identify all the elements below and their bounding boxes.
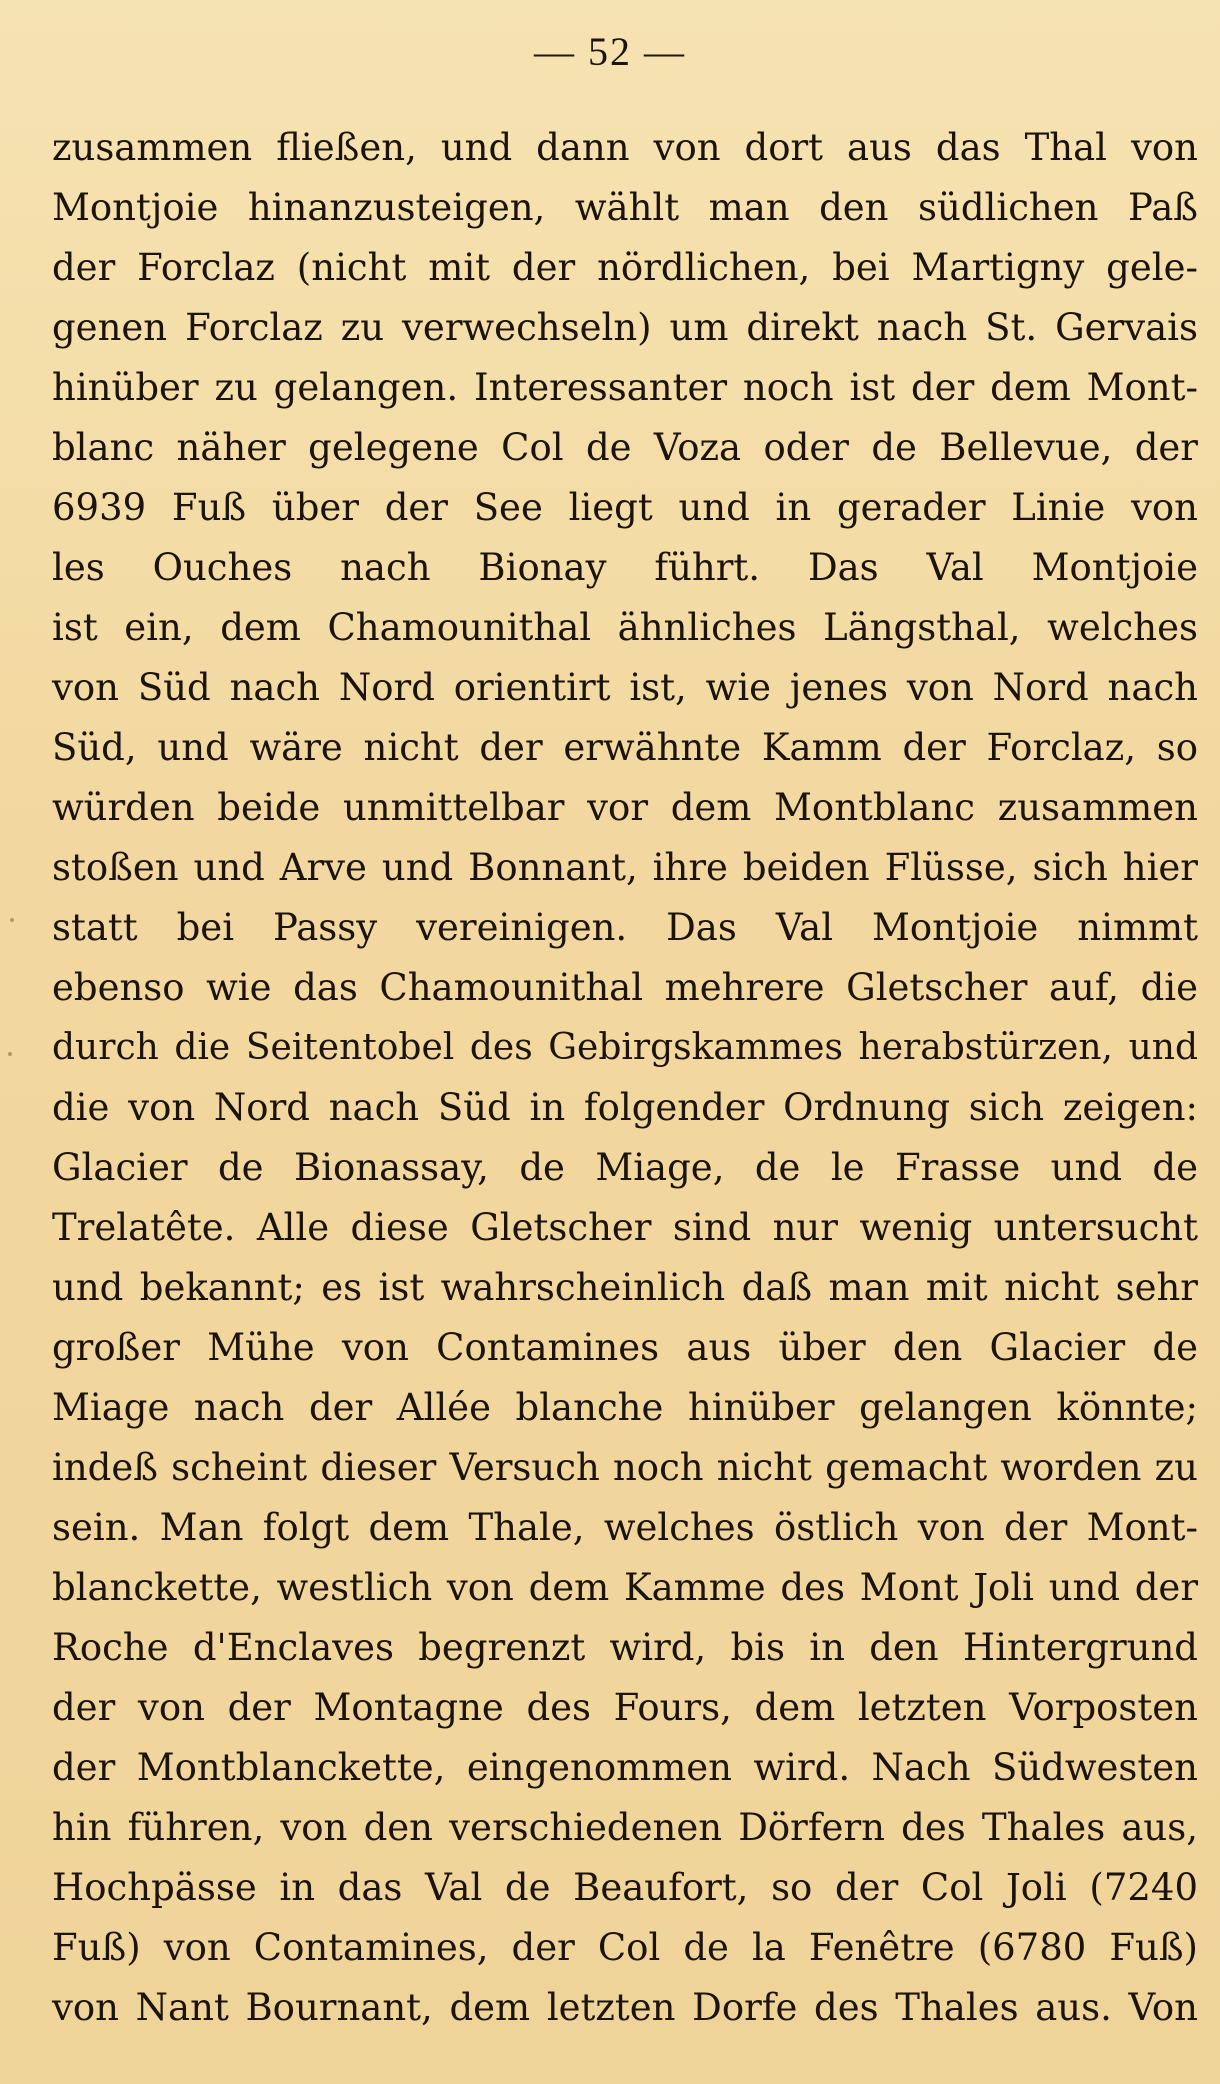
- body-text: [52, 118, 1198, 2038]
- text-line: hinüber zu gelangen. Interessanter noch ist der dem Mont-: [52, 366, 1198, 409]
- text-line: der Montblanckette, eingenommen wird. Nach Südwesten: [52, 1746, 1198, 1789]
- text-line: les Ouches nach Bionay führt. Das Val Montjoie: [52, 546, 1198, 589]
- text-line: indeß scheint dieser Versuch noch nicht gemacht worden zu: [52, 1446, 1198, 1489]
- text-line: genen Forclaz zu verwechseln) um direkt nach St. Gervais: [52, 306, 1198, 349]
- text-line: 6939 Fuß über der See liegt und in gerader Linie von: [52, 486, 1198, 529]
- text-line: die von Nord nach Süd in folgender Ordnung sich zeigen:: [52, 1086, 1198, 1129]
- text-line: Hochpässe in das Val de Beaufort, so der Col Joli (7240: [52, 1866, 1198, 1909]
- page-number: — 52 —: [534, 29, 686, 74]
- text-line: ebenso wie das Chamounithal mehrere Gletscher auf, die: [52, 966, 1198, 1009]
- text-line: Roche d'Enclaves begrenzt wird, bis in den Hintergrund: [52, 1626, 1198, 1669]
- text-line: Miage nach der Allée blanche hinüber gelangen könnte;: [52, 1386, 1198, 1429]
- text-line: der von der Montagne des Fours, dem letzten Vorposten: [52, 1686, 1198, 1729]
- text-line: Montjoie hinanzusteigen, wählt man den südlichen Paß: [52, 186, 1198, 229]
- text-line: Fuß) von Contamines, der Col de la Fenêtre (6780 Fuß): [52, 1926, 1198, 1969]
- text-line: stoßen und Arve und Bonnant, ihre beiden Flüsse, sich hier: [52, 846, 1198, 889]
- paper-speck: [10, 918, 14, 922]
- text-line: von Nant Bournant, dem letzten Dorfe des Thales aus. Von: [52, 1986, 1198, 2029]
- text-line: und bekannt; es ist wahrscheinlich daß man mit nicht sehr: [52, 1266, 1198, 1309]
- text-line: der Forclaz (nicht mit der nördlichen, bei Martigny gele-: [52, 246, 1198, 289]
- text-line: Glacier de Bionassay, de Miage, de le Frasse und de: [52, 1146, 1198, 1189]
- text-line: von Süd nach Nord orientirt ist, wie jenes von Nord nach: [52, 666, 1198, 709]
- text-line: statt bei Passy vereinigen. Das Val Montjoie nimmt: [52, 906, 1198, 949]
- text-line: ist ein, dem Chamounithal ähnliches Längsthal, welches: [52, 606, 1198, 649]
- text-line: blanckette, westlich von dem Kamme des Mont Joli und der: [52, 1566, 1198, 1609]
- text-line: würden beide unmittelbar vor dem Montblanc zusammen: [52, 786, 1198, 829]
- text-line: blanc näher gelegene Col de Voza oder de Bellevue, der: [52, 426, 1198, 469]
- text-line: Trelatête. Alle diese Gletscher sind nur wenig untersucht: [52, 1206, 1198, 1249]
- text-line: durch die Seitentobel des Gebirgskammes herabstürzen, und: [52, 1027, 1198, 1068]
- text-line: sein. Man folgt dem Thale, welches östlich von der Mont-: [52, 1506, 1198, 1549]
- text-line: hin führen, von den verschiedenen Dörfern des Thales aus,: [52, 1806, 1198, 1849]
- text-line: großer Mühe von Contamines aus über den Glacier de: [52, 1326, 1198, 1369]
- text-line: zusammen fließen, und dann von dort aus das Thal von: [52, 126, 1198, 169]
- text-line: Süd, und wäre nicht der erwähnte Kamm der Forclaz, so: [52, 726, 1198, 769]
- paper-speck: [8, 1052, 12, 1056]
